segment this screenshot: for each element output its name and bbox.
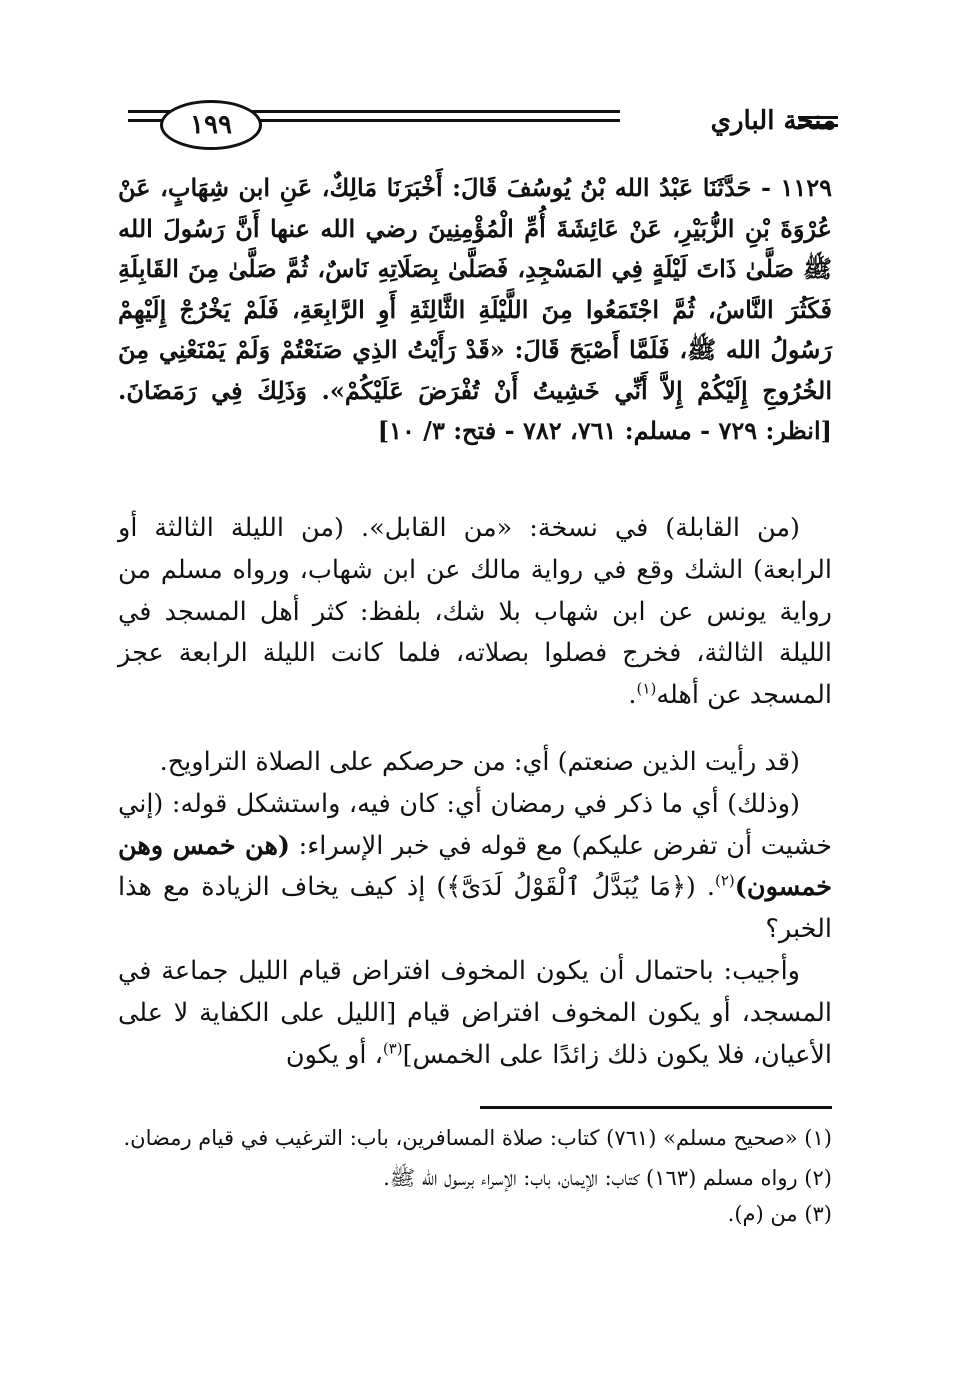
page-number: ١٩٩ — [160, 100, 262, 150]
footnote-2: (٢) رواه مسلم (١٦٣) كتاب: الإيمان، باب: الإسراء برسول الله ﷺ. — [383, 1166, 832, 1190]
footnote-ref-1: (١) — [636, 679, 657, 698]
footnote-ref-2: (٢) — [715, 871, 735, 890]
footnote-1: (١) «صحيح مسلم» (٧٦١) كتاب: صلاة المسافرين، باب: الترغيب في قيام رمضان. — [123, 1126, 832, 1150]
commentary-paragraph-3: (وذلك) أي ما ذكر في رمضان أي: كان فيه، واستشكل قوله: (إني خشيت أن تفرض عليكم) مع قوله في خبر الإسراء: (هن خمس وهن خمسون)$^{(٢)}$. (﴿مَا يُبَدَّلُ ٱلْقَوْلُ لَدَىَّ﴾) إذ كيف يخاف الزيادة مع هذا الخبر؟ — [118, 788, 832, 945]
footnote-3: (٣) من (م). — [727, 1202, 832, 1226]
footnote-separator — [480, 1106, 832, 1109]
commentary-paragraph-2: (قد رأيت الذين صنعتم) أي: من حرصكم على الصلاة التراويح. — [159, 747, 800, 777]
footnotes — [118, 1120, 832, 1232]
quoted-hadith: (هن خمس وهن خمسون) — [118, 830, 832, 903]
running-title: منحة الباري — [710, 106, 836, 136]
footnote-ref-3: (٣) — [382, 1039, 403, 1058]
commentary-block-2 — [118, 742, 832, 1076]
commentary-paragraph-1: (من القابلة) في نسخة: «من القابل». (من الليلة الثالثة أو الرابعة) الشك وقع في رواية مالك عن ابن شهاب، ورواه مسلم من رواية يونس عن ابن شهاب بلا شك، بلفظ: كثر أهل المسجد في الليلة الثالثة، فخرج فصلوا بصلاته، فلما كانت الليلة الرابعة عجز المسجد عن أهله$^{(١)}$. — [118, 513, 832, 711]
hadith-text: ١١٢٩ - حَدَّثَنَا عَبْدُ الله بْنُ يُوسُفَ قَالَ: أَخْبَرَنَا مَالِكٌ، عَنِ ابن شِهَابٍ، عَنْ عُرْوَةَ بْنِ الزُّبَيْرِ، عَنْ عَائِشَةَ أُمِّ الْمُؤْمِنِينَ رضي الله عنها أَنَّ رَسُولَ الله ﷺ صَلَّىٰ ذَاتَ لَيْلَةٍ فِي المَسْجِدِ، فَصَلَّىٰ بِصَلَاتِهِ نَاسٌ، ثُمَّ صَلَّىٰ مِنَ القَابِلَةِ فَكَثُرَ النَّاسُ، ثُمَّ اجْتَمَعُوا مِنَ اللَّيْلَةِ الثَّالِثَةِ أَوِ الرَّابِعَةِ، فَلَمْ يَخْرُجْ إِلَيْهِمْ رَسُولُ الله ﷺ، فَلَمَّا أَصْبَحَ قَالَ: «قَدْ رَأَيْتُ الذِي صَنَعْتُمْ وَلَمْ يَمْنَعْنِي مِنَ الخُرُوجِ إِلَيْكُمْ إِلاَّ أَنِّي خَشِيتُ أَنْ تُفْرَضَ عَلَيْكُمْ». وَذَلِكَ فِي رَمَضَانَ. [انظر: ٧٢٩ - مسلم: ٧٦١، ٧٨٢ - فتح: ٣/ ١٠] — [118, 173, 832, 445]
commentary-block-1 — [118, 508, 832, 717]
commentary-paragraph-4: وأجيب: باحتمال أن يكون المخوف افتراض قيام الليل جماعة في المسجد، أو يكون المخوف افتراض قيام [الليل على الكفاية لا على الأعيان، فلا يكون ذلك زائدًا على الخمس]$^{(٣)}$، أو يكون — [118, 955, 832, 1070]
